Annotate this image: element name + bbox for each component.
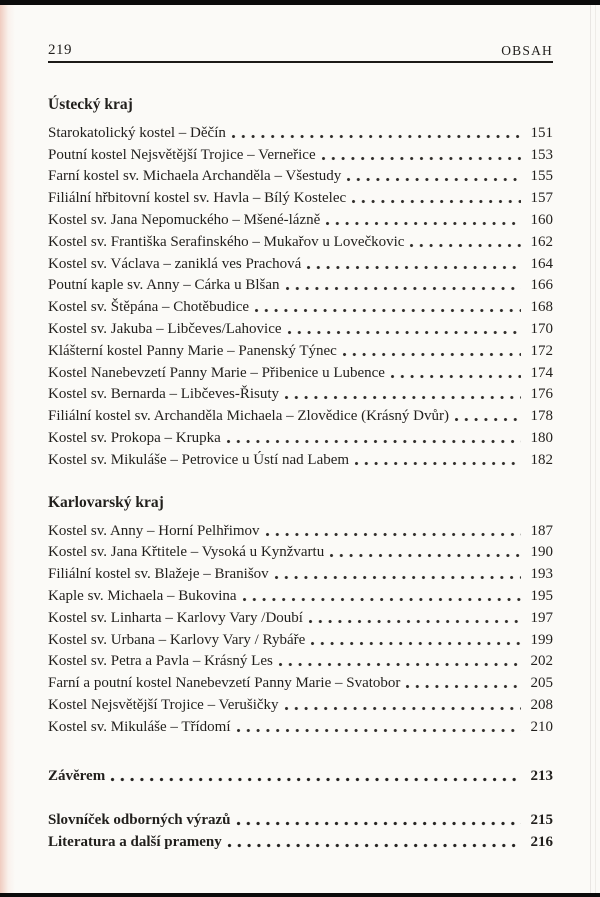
toc-entry-page: 172 <box>530 342 553 359</box>
section-heading-ustecky-kraj: Ústecký kraj <box>48 96 133 113</box>
toc-entry-title: Kostel sv. Prokopa – Krupka <box>48 429 221 446</box>
toc-entry-page: 170 <box>530 320 553 337</box>
toc-entry-page: 187 <box>530 522 553 539</box>
dot-leader <box>265 531 521 538</box>
toc-entry <box>48 208 553 230</box>
toc-entry <box>48 519 553 541</box>
dot-leader <box>285 285 521 292</box>
toc-entry-page: 151 <box>530 124 553 141</box>
toc-entry <box>48 339 553 361</box>
section-heading-karlovarsky-kraj: Karlovarský kraj <box>48 493 164 511</box>
toc-entry <box>48 650 553 672</box>
dot-leader <box>231 133 521 140</box>
toc-entry-title: Klášterní kostel Panny Marie – Panenský Týnec <box>48 342 337 359</box>
dot-leader <box>346 176 521 183</box>
toc-entry-page: 202 <box>530 653 553 670</box>
scan-crease-line <box>590 4 591 893</box>
toc-entry-title: Kostel sv. Mikuláše – Petrovice u Ústí nad Labem <box>48 451 350 468</box>
toc-entry <box>48 186 553 208</box>
toc-entry-page: 153 <box>530 146 553 163</box>
toc-entry <box>48 383 553 405</box>
dot-leader <box>405 683 521 690</box>
toc-entry-page: 195 <box>530 587 553 604</box>
toc-entry <box>48 274 553 296</box>
toc-entry-title: Kaple sv. Michaela – Bukovina <box>48 587 237 604</box>
toc-entry-page: 215 <box>530 812 553 829</box>
toc-entry-page: 193 <box>530 566 553 583</box>
dot-leader <box>409 242 521 249</box>
toc-entry-title: Kostel sv. Václava – zaniklá ves Prachová <box>48 255 302 272</box>
scan-edge-left-shadow <box>0 4 15 893</box>
toc-entry-page: 166 <box>530 277 553 294</box>
toc-entry-zaverem <box>48 764 553 786</box>
toc-entry-title: Kostel sv. Jana Křtitele – Vysoká u Kynžvartu <box>48 544 325 561</box>
toc-entry-page: 176 <box>530 386 553 403</box>
toc-entry <box>48 295 553 317</box>
toc-entry <box>48 143 553 165</box>
dot-leader <box>321 155 521 162</box>
dot-leader <box>325 220 521 227</box>
toc-entry <box>48 606 553 628</box>
toc-entry <box>48 693 553 715</box>
toc-page <box>48 42 553 852</box>
toc-entry-literatura <box>48 830 553 852</box>
toc-entry-page: 162 <box>530 233 553 250</box>
toc-entry-page: 205 <box>530 675 553 692</box>
dot-leader <box>310 640 521 647</box>
toc-entry-title: Filiální kostel sv. Archanděla Michaela – Zlovědice (Krásný Dvůr) <box>48 408 449 425</box>
toc-entry <box>48 404 553 426</box>
dot-leader <box>242 596 521 603</box>
dot-leader <box>354 460 521 467</box>
toc-entry-title: Starokatolický kostel – Děčín <box>48 124 226 141</box>
toc-entry <box>48 628 553 650</box>
toc-entry <box>48 361 553 383</box>
toc-entry <box>48 426 553 448</box>
dot-leader <box>254 307 521 314</box>
header-title: OBSAH <box>501 43 553 58</box>
toc-entry-title: Kostel sv. Urbana – Karlovy Vary / Rybáře <box>48 631 306 648</box>
dot-leader <box>278 661 521 668</box>
toc-entry-title: Kostel sv. Linharta – Karlovy Vary /Doubí <box>48 609 303 626</box>
toc-entry-title: Kostel sv. Mikuláše – Třídomí <box>48 718 231 735</box>
dot-leader <box>284 705 521 712</box>
toc-entry-page: 213 <box>530 767 553 784</box>
toc-entry-page: 199 <box>530 631 553 648</box>
dot-leader <box>454 416 521 423</box>
dot-leader <box>308 618 521 625</box>
toc-entry-page: 197 <box>530 609 553 626</box>
dot-leader <box>342 351 521 358</box>
toc-entry-page: 164 <box>530 255 553 272</box>
toc-entry-title: Kostel sv. Františka Serafinského – Mukařov u Lovečkovic <box>48 233 405 250</box>
toc-entry-page: 182 <box>530 451 553 468</box>
toc-entry-page: 216 <box>530 834 553 851</box>
toc-entry <box>48 165 553 187</box>
dot-leader <box>110 776 521 783</box>
toc-entry-slovnicek <box>48 809 553 831</box>
toc-entry-title: Filiální hřbitovní kostel sv. Havla – Bílý Kostelec <box>48 190 347 207</box>
toc-entry-title: Kostel Nejsvětější Trojice – Verušičky <box>48 696 279 713</box>
toc-entry <box>48 448 553 470</box>
toc-entry-title: Kostel sv. Anny – Horní Pelhřimov <box>48 522 260 539</box>
page-number: 219 <box>48 42 72 58</box>
dot-leader <box>390 373 521 380</box>
toc-entry-page: 178 <box>530 408 553 425</box>
toc-entry-title: Kostel sv. Petra a Pavla – Krásný Les <box>48 653 273 670</box>
scan-edge-top <box>0 0 600 5</box>
toc-entry-page: 160 <box>530 211 553 228</box>
toc-entry-title: Kostel sv. Jakuba – Libčeves/Lahovice <box>48 320 282 337</box>
scan-edge-bottom <box>0 893 600 897</box>
toc-entry <box>48 715 553 737</box>
toc-entry-title: Kostel sv. Bernarda – Libčeves-Řisuty <box>48 386 280 403</box>
toc-entry-page: 180 <box>530 429 553 446</box>
dot-leader <box>226 438 521 445</box>
toc-entry-title: Kostel sv. Jana Nepomuckého – Mšené-lázně <box>48 211 321 228</box>
dot-leader <box>351 198 521 205</box>
dot-leader <box>284 394 521 401</box>
toc-entry <box>48 230 553 252</box>
toc-entry-title: Závěrem <box>48 767 106 784</box>
dot-leader <box>306 264 521 271</box>
toc-entry-title: Filiální kostel sv. Blažeje – Branišov <box>48 566 269 583</box>
toc-entry <box>48 541 553 563</box>
toc-entry <box>48 562 553 584</box>
dot-leader <box>329 552 521 559</box>
toc-entry-title: Farní kostel sv. Michaela Archanděla – Všestudy <box>48 168 342 185</box>
toc-entry-page: 174 <box>530 364 553 381</box>
toc-entry <box>48 671 553 693</box>
page-header <box>48 42 553 63</box>
dot-leader <box>227 842 521 849</box>
toc-entry <box>48 252 553 274</box>
toc-entry <box>48 584 553 606</box>
toc-entry-page: 168 <box>530 299 553 316</box>
toc-entry <box>48 121 553 143</box>
toc-entry-page: 155 <box>530 168 553 185</box>
toc-entry-page: 210 <box>530 718 553 735</box>
toc-entry-title: Slovníček odborných výrazů <box>48 812 231 829</box>
scan-crease-line <box>595 4 596 893</box>
toc-entry-page: 208 <box>530 696 553 713</box>
toc-entry-title: Poutní kaple sv. Anny – Cárka u Blšan <box>48 277 280 294</box>
toc-entry-page: 157 <box>530 190 553 207</box>
dot-leader <box>274 574 521 581</box>
toc-entry-page: 190 <box>530 544 553 561</box>
toc-entry-title: Poutní kostel Nejsvětější Trojice – Verneřice <box>48 146 316 163</box>
toc-entry-title: Kostel sv. Štěpána – Chotěbudice <box>48 299 250 316</box>
toc-entry <box>48 317 553 339</box>
dot-leader <box>236 727 522 734</box>
toc-entry-title: Kostel Nanebevzetí Panny Marie – Přibenice u Lubence <box>48 364 385 381</box>
toc-entry-title: Farní a poutní kostel Nanebevzetí Panny Marie – Svatobor <box>48 675 401 692</box>
dot-leader <box>287 329 521 336</box>
toc-entry-title: Literatura a další prameny <box>48 834 222 851</box>
dot-leader <box>236 820 521 827</box>
